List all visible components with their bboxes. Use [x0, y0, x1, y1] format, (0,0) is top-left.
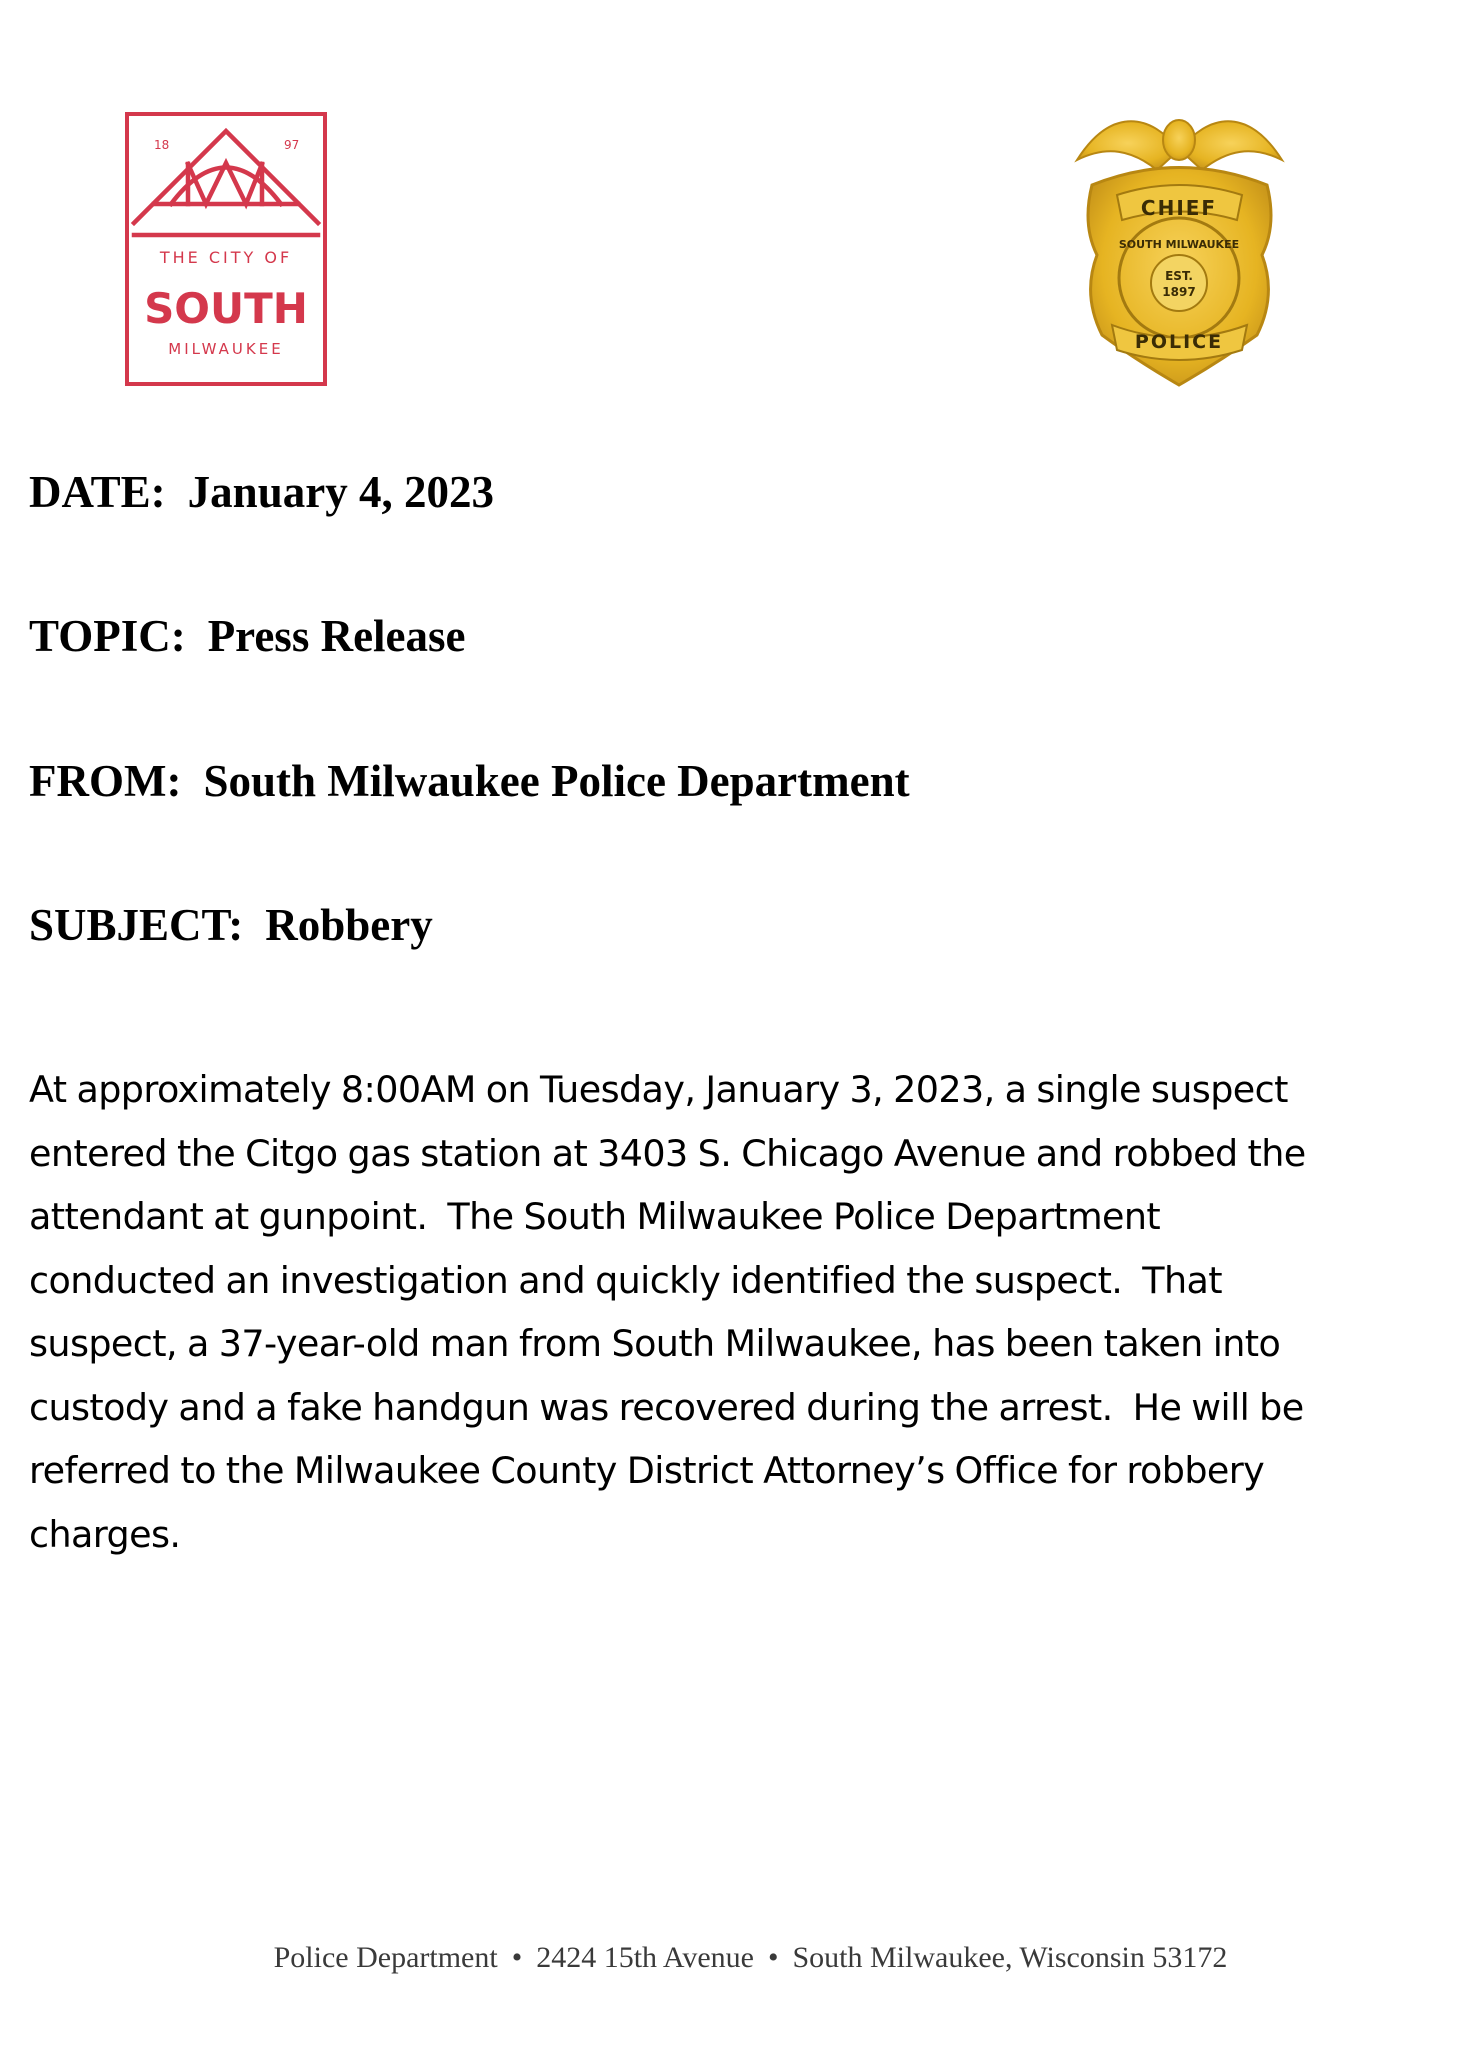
subject-label: SUBJECT: [29, 900, 244, 950]
from-field [29, 755, 910, 807]
body-line: custody and a fake handgun was recovered during the arrest. He will be [29, 1385, 1304, 1429]
footer-separator: • [511, 1941, 523, 1974]
logo-year-left: 18 [154, 138, 170, 152]
body-line: referred to the Milwaukee County District Attorney’s Office for robbery [29, 1449, 1265, 1492]
body-line: charges. [29, 1512, 181, 1556]
footer [0, 1938, 1461, 1978]
police-badge [1072, 95, 1287, 390]
footer-address: 2424 15th Avenue [536, 1941, 754, 1974]
date-field [29, 466, 494, 518]
subject-field [29, 899, 433, 951]
body-line: conducted an investigation and quickly identified the suspect. That [29, 1258, 1223, 1302]
logo-year-right: 97 [284, 138, 300, 152]
footer-dept: Police Department [273, 1941, 498, 1974]
subject-value: Robbery [265, 900, 433, 950]
footer-city: South Milwaukee, Wisconsin 53172 [792, 1941, 1228, 1974]
topic-field [29, 610, 466, 662]
body-line: attendant at gunpoint. The South Milwaukee Police Department [29, 1195, 1161, 1238]
badge-est-text: EST. [1165, 269, 1193, 283]
logo-line3: MILWAUKEE [168, 340, 284, 358]
footer-separator: • [767, 1941, 779, 1974]
badge-top-text: CHIEF [1140, 196, 1218, 220]
topic-value: Press Release [207, 611, 466, 661]
body-line: suspect, a 37-year-old man from South Milwaukee, has been taken into [29, 1322, 1281, 1365]
from-label: FROM: [29, 756, 182, 806]
date-label: DATE: [29, 467, 166, 517]
badge-arc-text: SOUTH MILWAUKEE [1118, 238, 1240, 251]
logo-line2: SOUTH [144, 284, 308, 333]
body-line: At approximately 8:00AM on Tuesday, January 3, 2023, a single suspect [29, 1068, 1288, 1111]
from-value: South Milwaukee Police Department [203, 756, 910, 806]
date-value: January 4, 2023 [187, 467, 494, 517]
body-line: entered the Citgo gas station at 3403 S. Chicago Avenue and robbed the [29, 1131, 1306, 1175]
city-logo [124, 111, 328, 387]
body-paragraph [29, 1058, 1444, 1566]
topic-label: TOPIC: [29, 611, 186, 661]
badge-year-text: 1897 [1162, 285, 1196, 299]
logo-line1: THE CITY OF [159, 248, 293, 267]
badge-bottom-text: POLICE [1134, 331, 1224, 353]
